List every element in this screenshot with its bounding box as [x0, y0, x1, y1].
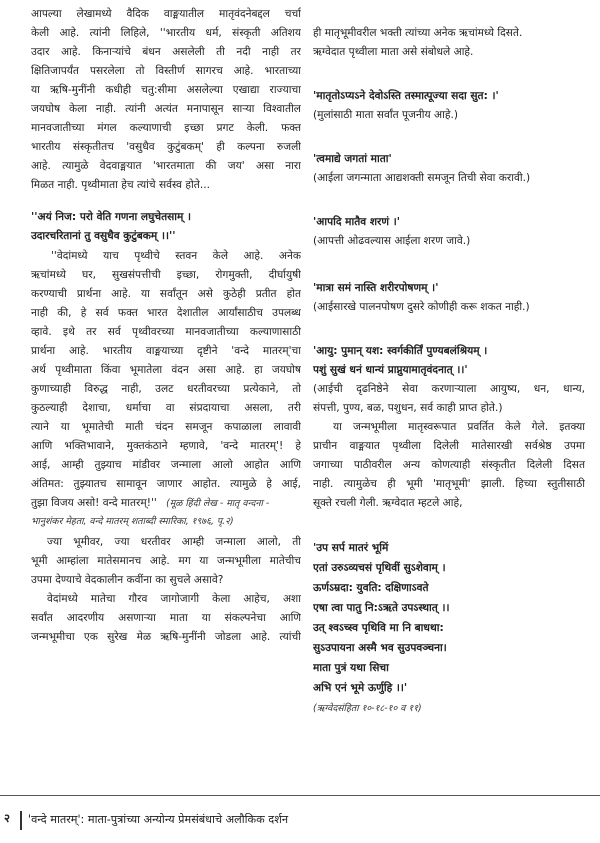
verse-line: 'उप सर्प मातरं भूमिं: [313, 542, 389, 554]
verse-line: एषा त्वा पातु नि:ऽऋते उपऽस्थात् ।।: [313, 602, 450, 614]
text-line: कुणाच्याही विरुद्ध नाही, उलट धरतीवरच्या प्रत्येकाने, तो: [31, 383, 301, 395]
verse-line: अभि एनं भूमे ऊर्णुहि ।।': [313, 682, 408, 694]
text-line: व्हावे. इथे तर सर्व पृथ्वीवरच्या मानवजातीच्या कल्याणासाठी: [31, 326, 301, 338]
verse-line: उत् श्वऽच्स्व पृथिवि मा नि बाधथा:: [313, 622, 444, 634]
verse-line: ऊर्णऽम्रदा: युवति: दक्षिणाऽवते: [313, 582, 429, 594]
quote-line: 'मातृतोऽप्यऽने देवोऽस्ति तस्मात्पूज्या सदा सुत: ।': [313, 90, 499, 102]
quote-line: 'आपदि मातैव शरणं ।': [313, 216, 400, 228]
verse-line: माता पुत्रं यथा सिचा: [313, 662, 389, 674]
page-footer: [0, 810, 600, 832]
translation-line: (मुलांसाठी माता सर्वांत पूजनीय आहे.): [313, 109, 458, 121]
text-line: उदार आहे. किनाऱ्यांचे बंधन असलेली ती नदी नाही तर: [31, 46, 301, 58]
text-line: आणि भक्तिभावाने, मुक्तकंठाने म्हणावे, 'वन्दे मातरम्'! हे: [31, 440, 301, 452]
text-line: आहे. त्यामुळे वेदवाङ्मयात 'भारतमाता की जय' असा नारा: [31, 160, 301, 172]
translation-line: (आईसारखे पालनपोषण दुसरे कोणीही करू शकत नाही.): [313, 301, 530, 313]
verse-line: सुऽउपायना अस्मै भव सुउपवञ्चना।: [313, 642, 447, 654]
text-line: सूक्ते रचली गेली. ऋग्वेदात म्हटले आहे,: [313, 497, 463, 509]
text-line: वेदांमध्ये मातेचा गौरव जागोजागी केला आहेच, अशा: [47, 593, 301, 605]
footer-title: 'वन्दे मातरम्': माता-पुत्रांच्या अन्योन्य प्रेमसंबंधाचे अलौकिक दर्शन: [28, 813, 289, 826]
quote-line: पशुं सुखं धनं धान्यं प्राप्नुयामातृवंदनात् ।।': [313, 364, 468, 376]
translation-line: (आईला जगन्माता आद्यशक्ती समजून तिची सेवा करावी.): [313, 172, 531, 184]
text-line: त्याने या भूमातेची माती चंदन समजून कपाळाला लावावी: [31, 421, 301, 433]
footer-rule: [0, 795, 600, 796]
text-line: ऋचांमध्ये घर, सुखसंपत्तीची इच्छा, रोगमुक्ती, दीर्घायुषी: [31, 269, 301, 281]
text-line: अर्थ पृथ्वीमाता किंवा भूमातेला वंदन असा आहे. हा जयघोष: [31, 364, 301, 376]
text-line-end: तुझा विजय असो! वन्दे मातरम्!'': [31, 497, 157, 509]
text-line: या ऋषि-मुनींनी कधीही चतु:सीमा असलेल्या एखाद्या राज्याचा: [31, 84, 301, 96]
text-line: क्षितिजापर्यंत पसरलेला तो विस्तीर्ण सागरच आहे. भारताच्या: [31, 65, 301, 77]
text-line: अंतिमत: तुझ्यातच सामावून जाणार आहोत. त्यामुळे हे आई,: [31, 478, 301, 490]
text-line: कुठल्याही देशाचा, धर्माचा वा संप्रदायाचा असला, तरी: [31, 402, 301, 414]
text-line: ज्या भूमीवर, ज्या धरतीवर आम्ही जन्माला आलो, ती: [47, 536, 301, 548]
text-line: करण्याची प्रार्थना आहे. या सर्वांतून असे कुठेही प्रतीत होत: [31, 288, 301, 300]
text-line: जयघोष केला नाही. त्यांनी अत्यंत मनापासून साऱ्या विश्वातील: [31, 103, 301, 115]
text-line: उपमा देण्याचे वेदकालीन कवींना का सुचले असावे?: [31, 574, 224, 586]
citation: भानुशंकर मेहता, वन्दे मातरम् शताब्दी स्मारिका, १९७६, पृ.२): [31, 516, 234, 527]
quote-line: 'आयु: पुमान् यश: स्वर्गकीर्तिं पुण्यबलंश्रियम् ।: [313, 345, 488, 357]
text-line: मानवजातीच्या मंगल कल्याणाची इच्छा प्रगट केली. फक्त: [31, 122, 301, 134]
text-line: केली आहे. त्यांनी लिहिले, ''भारतीय धर्म, संस्कृती अतिशय: [31, 27, 301, 39]
page-number: २: [4, 811, 10, 825]
text-line: भूमी आम्हांला मातेसमानच आहे. मग या जन्मभूमीला मातेचीच: [31, 555, 301, 567]
text-line: नाही की, हे सर्व फक्त भारत देशातील आर्यांसाठीच उपलब्ध: [31, 307, 301, 319]
text-line: या जन्मभूमीला मातृस्वरूपात प्रवर्तित केले गेले. इतक्या: [333, 421, 585, 433]
citation: (ऋग्वेदसंहिता १०-१८-१० व ११): [313, 703, 422, 714]
text-line: प्राचीन वाङ्मयात पृथ्वीला दिलेली मातेसारखी सर्वश्रेष्ठ उपमा: [313, 440, 585, 452]
text-line: मिळत नाही. पृथ्वीमाता हेच त्यांचे सर्वस्व होते...: [31, 179, 210, 191]
text-line: ''वेदांमध्ये याच पृथ्वीचे स्तवन केले आहे. अनेक: [51, 250, 301, 262]
verse-line: ''अयं निज: परो वेति गणना लघुचेतसाम् ।: [31, 211, 192, 223]
text-line: [31, 495, 269, 511]
text-line: भारतीय संस्कृतीतच 'वसुधैव कुटुंबकम्' ही कल्पना रुजली: [31, 141, 301, 153]
citation: (मूळ हिंदी लेख - मातृ वन्दना -: [166, 498, 270, 509]
text-line: जगाच्या पाठीवरील अन्य कोणत्याही संस्कृतीत दिलेली दिसत: [313, 459, 585, 471]
text-line: सर्वांत आदरणीय असणाऱ्या माता या संकल्पनेचा आणि: [31, 612, 301, 624]
text-line: ऋग्वेदात पृथ्वीला माता असे संबोधले आहे.: [313, 46, 474, 58]
footer-divider: [20, 811, 22, 830]
text-line: आई, आम्ही तुझ्याच मांडीवर जन्माला आलो आहोत आणि: [31, 459, 301, 471]
verse-line: एतां उरुऽव्यचसं पृथिवीं सुऽशेवाम् ।: [313, 562, 446, 574]
text-line: प्रार्थना आहे. भारतीय वाङ्मयाच्या दृष्टीने 'वन्दे मातरम्'चा: [31, 345, 301, 357]
text-line: नाही. त्यामुळेच ही भूमी 'मातृभूमी' झाली. हिच्या स्तुतीसाठी: [313, 478, 585, 490]
text-line: आपल्या लेखामध्ये वैदिक वाङ्मयातील मातृवंदनेबद्दल चर्चा: [31, 8, 301, 20]
text-line: जन्मभूमीचा एक सुरेख मेळ ऋषि-मुनींनी जोडला आहे. त्यांची: [31, 631, 301, 643]
translation-line: संपत्ती, पुण्य, बळ, पशुधन, सर्व काही प्राप्त होते.): [313, 402, 503, 414]
quote-line: 'त्वमाद्ये जगतां माता': [313, 153, 392, 165]
text-line: ही मातृभूमीवरील भक्ती त्यांच्या अनेक ऋचांमध्ये दिसते.: [313, 27, 523, 39]
verse-line: उदारचरितानां तु वसुधैव कुटुंबकम् ।।'': [31, 230, 176, 242]
translation-line: (आपत्ती ओढवल्यास आईला शरण जावे.): [313, 235, 471, 247]
quote-line: 'मात्रा समं नास्ति शरीरपोषणम् ।': [313, 282, 439, 294]
translation-line: (आईची दृढनिष्ठेने सेवा करणाऱ्याला आयुष्य, धन, धान्य,: [313, 383, 585, 395]
